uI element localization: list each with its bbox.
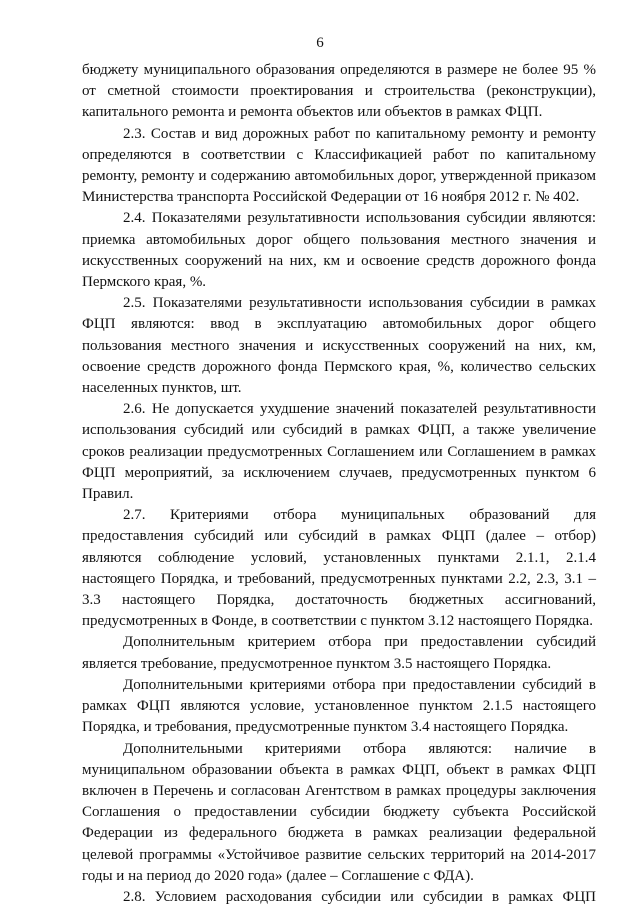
paragraph-additional-criteria-object: Дополнительными критериями отбора являются: наличие в муниципальном образовании объекта в рамках ФЦП, объект в рамках ФЦП включен в Перечень и согласован Агентством в рамках процедуры заключения Соглашения о предоставлении субсидии бюджету субъекта Российской Федерации из федерального бюджета в рамках реализации федеральной целевой программы «Устойчивое развитие сельских территорий на 2014-2017 годы и на период до 2020 года» (далее – Соглашение с ФДА). [82,740,596,884]
paragraph-2-3: 2.3. Состав и вид дорожных работ по капитальному ремонту и ремонту определяются в соответствии с Классификацией работ по капитальному ремонту, ремонту и содержанию автомобильных дорог, утвержденной приказом Министерства транспорта Российской Федерации от 16 ноября 2012 г. № 402. [82,125,596,206]
paragraph-2-7: 2.7. Критериями отбора муниципальных образований для предоставления субсидий или субсидий в рамках ФЦП (далее – отбор) являются соблюдение условий, установленных пунктами 2.1.1, 2.1.4 настоящего Порядка, и требований, предусмотренных пунктами 2.2, 2.3, 3.1 – 3.3 настоящего Порядка, достаточность бюджетных ассигнований, предусмотренных в Фонде, в соответствии с пунктом 3.12 настоящего Порядка. [82,507,596,630]
paragraph-continuation: бюджету муниципального образования определяются в размере не более 95 % от сметной стоимости проектирования и строительства (реконструкции), капитального ремонта и ремонта объектов или объектов в рамках ФЦП. [82,62,596,121]
paragraph-2-6: 2.6. Не допускается ухудшение значений показателей результативности использования субсидий или субсидий в рамках ФЦП, а также увеличение сроков реализации предусмотренных Соглашением или Соглашением в рамках ФЦП мероприятий, за исключением случаев, предусмотренных пунктом 6 Правил. [82,401,596,503]
paragraph-additional-criteria-fcp: Дополнительными критериями отбора при предоставлении субсидий в рамках ФЦП являются условие, установленное пунктом 2.1.5 настоящего Порядка, и требования, предусмотренные пунктом 3.4 настоящего Порядка. [82,676,596,736]
paragraph-2-8: 2.8. Условием расходования субсидии или субсидии в рамках ФЦП [123,888,596,905]
paragraph-2-5: 2.5. Показателями результативности использования субсидии в рамках ФЦП являются: ввод в эксплуатацию автомобильных дорог общего пользования местного значения и искусственных сооружений на них, км, освоение средств дорожного фонда Пермского края, %, количество сельских населенных пунктов, шт. [82,295,596,397]
page-number: 6 [316,35,324,51]
paragraph-additional-criterion: Дополнительным критерием отбора при предоставлении субсидий является требование, предусмотренное пунктом 3.5 настоящего Порядка. [82,634,596,672]
document-body [82,60,596,908]
paragraph-2-4: 2.4. Показателями результативности использования субсидии являются: приемка автомобильных дорог общего пользования местного значения и искусственных сооружений на них, км и освоение средств дорожного фонда Пермского края, %. [82,210,596,291]
